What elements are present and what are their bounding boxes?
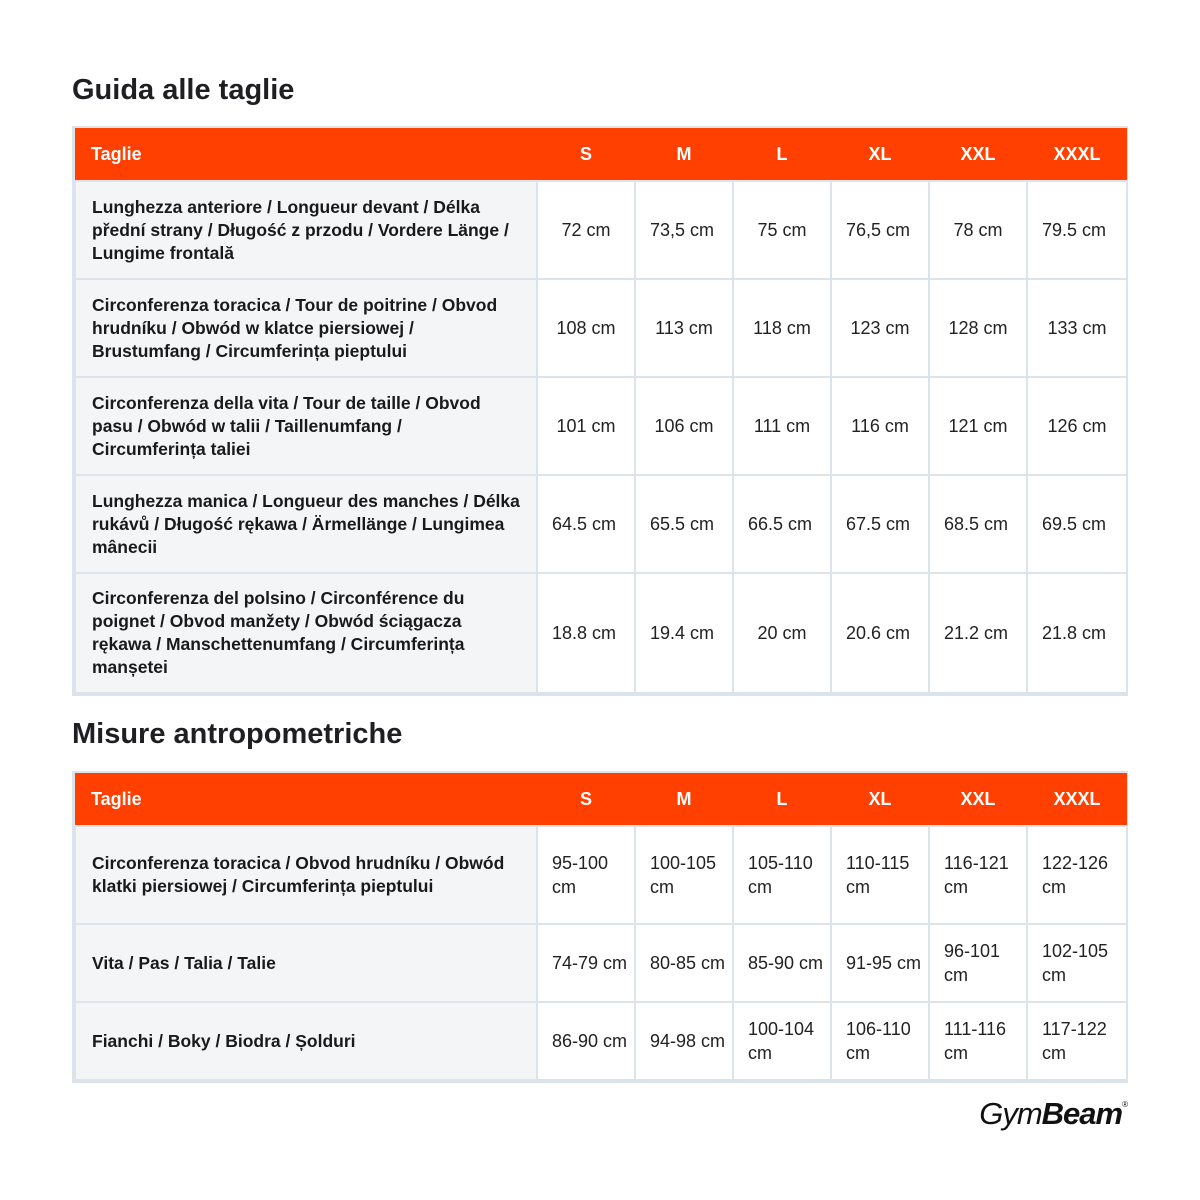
size-value-m: 19.4 cm: [635, 573, 733, 693]
guide-grid: [74, 128, 1128, 694]
measurement-label: Lunghezza anteriore / Longueur devant / Délka přední strany / Długość z przodu / Vordere Länge / Lungime frontală: [75, 181, 537, 279]
size-value-s: 74-79 cm: [537, 924, 635, 1002]
measurement-label: Circonferenza della vita / Tour de taille / Obvod pasu / Obwód w talii / Taillenumfang / Circumferința taliei: [75, 377, 537, 475]
size-value-m: 106 cm: [635, 377, 733, 475]
measurement-label: Lunghezza manica / Longueur des manches / Délka rukávů / Długość rękawa / Ärmellänge / Lungimea mânecii: [75, 475, 537, 573]
size-value-xl: 67.5 cm: [831, 475, 929, 573]
size-value-xxl: 96-101 cm: [929, 924, 1027, 1002]
measurement-label: Vita / Pas / Talia / Talie: [75, 924, 537, 1002]
size-value-s: 18.8 cm: [537, 573, 635, 693]
size-header-xxl: XXL: [929, 773, 1027, 826]
size-value-xxl: 121 cm: [929, 377, 1027, 475]
size-value-xxxl: 79.5 cm: [1027, 181, 1127, 279]
size-value-l: 100-104 cm: [733, 1002, 831, 1080]
size-value-s: 95-100 cm: [537, 826, 635, 924]
size-value-xl: 116 cm: [831, 377, 929, 475]
size-value-s: 101 cm: [537, 377, 635, 475]
size-value-l: 111 cm: [733, 377, 831, 475]
size-header-l: L: [733, 128, 831, 181]
size-header-m: M: [635, 773, 733, 826]
size-value-m: 100-105 cm: [635, 826, 733, 924]
table-row: [75, 377, 1127, 475]
size-value-xl: 91-95 cm: [831, 924, 929, 1002]
size-value-xxl: 21.2 cm: [929, 573, 1027, 693]
size-value-xxl: 78 cm: [929, 181, 1027, 279]
anthropometric-grid: [74, 773, 1128, 1081]
size-value-xxxl: 117-122 cm: [1027, 1002, 1127, 1080]
size-value-m: 73,5 cm: [635, 181, 733, 279]
size-value-l: 20 cm: [733, 573, 831, 693]
table-row: [75, 181, 1127, 279]
size-value-xxxl: 102-105 cm: [1027, 924, 1127, 1002]
header-label: Taglie: [75, 128, 537, 181]
size-header-m: M: [635, 128, 733, 181]
header-label: Taglie: [75, 773, 537, 826]
size-header-s: S: [537, 773, 635, 826]
size-value-xxxl: 122-126 cm: [1027, 826, 1127, 924]
size-value-xl: 106-110 cm: [831, 1002, 929, 1080]
size-header-xxxl: XXXL: [1027, 773, 1127, 826]
size-value-xxxl: 21.8 cm: [1027, 573, 1127, 693]
size-header-l: L: [733, 773, 831, 826]
size-value-xxl: 68.5 cm: [929, 475, 1027, 573]
header-row: [75, 773, 1127, 826]
size-value-l: 105-110 cm: [733, 826, 831, 924]
size-header-xl: XL: [831, 128, 929, 181]
anthropometric-table: [72, 771, 1128, 1083]
size-header-s: S: [537, 128, 635, 181]
table-row: [75, 826, 1127, 924]
logo-text-bold: Beam: [1041, 1096, 1123, 1131]
size-value-m: 65.5 cm: [635, 475, 733, 573]
size-value-xl: 110-115 cm: [831, 826, 929, 924]
logo-text-light: Gym: [979, 1096, 1042, 1131]
size-value-s: 108 cm: [537, 279, 635, 377]
size-value-xl: 20.6 cm: [831, 573, 929, 693]
header-row: [75, 128, 1127, 181]
measurement-label: Fianchi / Boky / Biodra / Șolduri: [75, 1002, 537, 1080]
size-value-s: 72 cm: [537, 181, 635, 279]
size-value-m: 80-85 cm: [635, 924, 733, 1002]
size-value-xxxl: 69.5 cm: [1027, 475, 1127, 573]
size-value-xxl: 111-116 cm: [929, 1002, 1027, 1080]
size-value-m: 113 cm: [635, 279, 733, 377]
size-value-m: 94-98 cm: [635, 1002, 733, 1080]
size-value-xxl: 128 cm: [929, 279, 1027, 377]
measurement-label: Circonferenza del polsino / Circonférence du poignet / Obvod manžety / Obwód ściągacza rękawa / Manschettenumfang / Circumferința manșetei: [75, 573, 537, 693]
size-guide-table: [72, 126, 1128, 696]
measurement-label: Circonferenza toracica / Tour de poitrine / Obvod hrudníku / Obwód w klatce piersiowej / Brustumfang / Circumferința pieptului: [75, 279, 537, 377]
size-value-l: 85-90 cm: [733, 924, 831, 1002]
size-value-xxxl: 126 cm: [1027, 377, 1127, 475]
measurement-label: Circonferenza toracica / Obvod hrudníku / Obwód klatki piersiowej / Circumferința pieptului: [75, 826, 537, 924]
table-row: [75, 475, 1127, 573]
table-row: [75, 924, 1127, 1002]
size-value-xl: 123 cm: [831, 279, 929, 377]
size-header-xl: XL: [831, 773, 929, 826]
registered-mark: ®: [1122, 1100, 1128, 1109]
size-header-xxxl: XXXL: [1027, 128, 1127, 181]
table-row: [75, 573, 1127, 693]
size-header-xxl: XXL: [929, 128, 1027, 181]
size-value-l: 66.5 cm: [733, 475, 831, 573]
size-value-xxl: 116-121 cm: [929, 826, 1027, 924]
table-row: [75, 279, 1127, 377]
gymbeam-logo: [979, 1096, 1128, 1132]
size-value-s: 86-90 cm: [537, 1002, 635, 1080]
size-value-l: 75 cm: [733, 181, 831, 279]
size-value-xxxl: 133 cm: [1027, 279, 1127, 377]
table-row: [75, 1002, 1127, 1080]
size-guide-title: Guida alle taglie: [72, 74, 295, 106]
anthropometric-title: Misure antropometriche: [72, 718, 403, 750]
size-value-s: 64.5 cm: [537, 475, 635, 573]
size-value-xl: 76,5 cm: [831, 181, 929, 279]
size-value-l: 118 cm: [733, 279, 831, 377]
